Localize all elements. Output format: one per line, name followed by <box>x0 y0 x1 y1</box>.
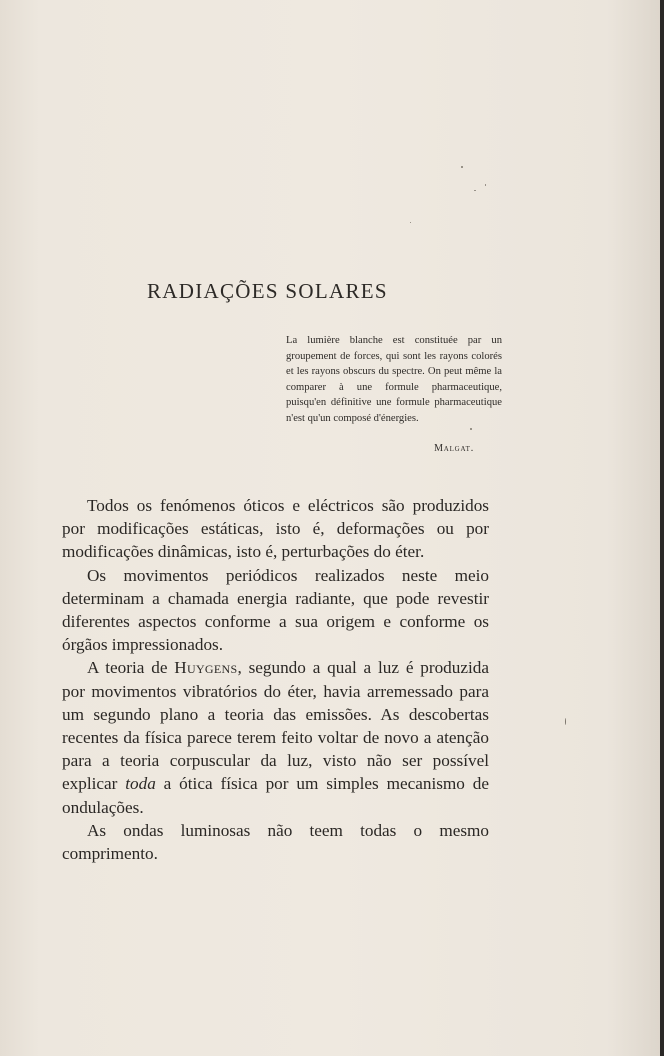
paragraph-4: As ondas luminosas não teem todas o mesmo comprimento. <box>62 820 489 864</box>
epigraph-quote: La lumière blanche est constituée par un groupement de forces, qui sont les rayons colorés et les rayons obscurs du spectre. On peut même la comparer à une formule pharmaceutique, puisqu'en définitive une formule pharmaceutique n'est qu'un composé d'énergies. <box>286 335 502 424</box>
paper-speck <box>410 222 411 223</box>
paragraph-3-text-c: a ótica física por um simples mecanismo de ondulações. <box>62 774 489 817</box>
paragraph-3 <box>62 656 489 818</box>
page-edge <box>660 0 664 1056</box>
chapter-title: RADIAÇÕES SOLARES <box>147 279 388 303</box>
epigraph-author: Malgat. <box>434 443 474 454</box>
author-name-huygens: Huygens <box>174 658 238 678</box>
paper-speck <box>565 718 566 725</box>
paper-speck <box>461 166 463 168</box>
paper-speck <box>485 184 486 186</box>
body-text <box>62 494 489 865</box>
paragraph-3-text-b: , segundo a qual a luz é produzida por movimentos vibratórios do éter, havia arremessado para um segundo plano a teoria das emissões. As descobertas recentes da física parece terem feito voltar de novo a atenção para a teoria corpuscular da luz, visto não ser possível explicar <box>62 658 489 794</box>
paper-speck <box>470 428 472 430</box>
paper-speck <box>474 190 476 191</box>
paragraph-3-text-a: A teoria de <box>87 658 175 678</box>
emphasis-toda: toda <box>125 774 156 794</box>
paragraph-1: Todos os fenómenos óticos e eléctricos são produzidos por modificações estáticas, isto é, deformações ou por modificações dinâmicas, isto é, perturbações do éter. <box>62 496 489 562</box>
paragraph-2: Os movimentos periódicos realizados neste meio determinam a chamada energia radiante, que pode revestir diferentes aspectos conforme a sua origem e conforme os órgãos impressionados. <box>62 565 489 655</box>
